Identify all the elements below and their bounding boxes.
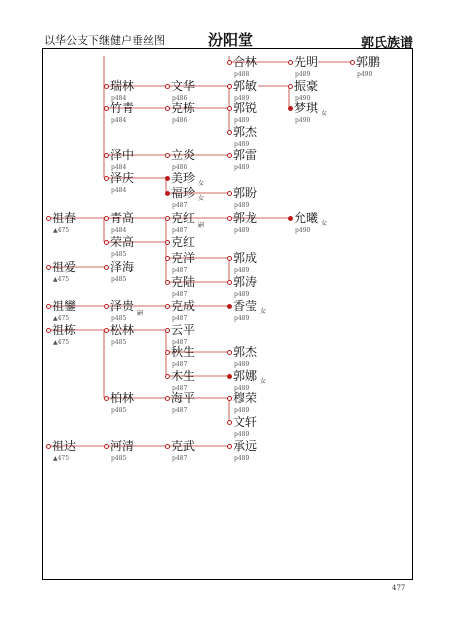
header-hall-name: 汾阳堂	[208, 31, 254, 49]
page-reference: p485	[111, 407, 127, 414]
person-name: 郭成	[233, 251, 258, 265]
node-marker	[104, 304, 109, 309]
person-name: 郭杰	[233, 345, 258, 359]
page-reference: p484	[111, 95, 127, 102]
person-name: 郭龙	[233, 211, 258, 225]
page-reference: p487	[172, 291, 188, 298]
page-reference: p489	[234, 117, 250, 124]
person-name: 柏林	[110, 391, 135, 405]
page-reference: p489	[234, 407, 250, 414]
node-marker	[104, 444, 109, 449]
person-name: 郭杰	[233, 125, 258, 139]
node-marker	[227, 130, 232, 135]
header-book-title: 郭氏族谱	[360, 36, 413, 51]
node-marker	[227, 191, 232, 196]
node-marker	[227, 396, 232, 401]
page-reference: p489	[295, 71, 311, 78]
person-name: 郭涛	[233, 275, 258, 289]
female-mark: 女	[321, 220, 328, 227]
person-name: 梦琪	[294, 101, 319, 115]
person-name: 穆荣	[233, 391, 258, 405]
page-reference: p489	[234, 164, 250, 171]
female-mark: 女	[198, 180, 205, 187]
person-name: 瑞林	[110, 79, 135, 93]
page-reference: p487	[172, 385, 188, 392]
node-marker	[165, 328, 170, 333]
page-reference: p490	[357, 71, 373, 78]
person-name: 松林	[110, 323, 135, 337]
page-reference: p485	[111, 339, 127, 346]
node-marker	[165, 374, 170, 379]
node-marker	[104, 176, 109, 181]
node-marker	[227, 420, 232, 425]
page-reference: p486	[172, 95, 188, 102]
node-marker	[165, 191, 170, 196]
person-name: 承远	[233, 439, 258, 453]
node-marker	[165, 280, 170, 285]
node-marker	[165, 176, 170, 181]
page-reference: p487	[172, 407, 188, 414]
node-marker	[165, 256, 170, 261]
person-name: 克陆	[171, 275, 196, 289]
node-marker	[288, 60, 293, 65]
person-name: 郭盼	[233, 186, 258, 200]
female-mark: 女	[198, 195, 205, 202]
page-reference: p489	[234, 431, 250, 438]
person-name: 郭敏	[233, 79, 258, 93]
page-reference: p484	[111, 187, 127, 194]
person-name: 文华	[171, 79, 196, 93]
node-marker	[46, 216, 51, 221]
node-marker	[165, 304, 170, 309]
page-reference: p485	[111, 251, 127, 258]
person-name: 文轩	[233, 415, 258, 429]
person-name: 青高	[110, 211, 135, 225]
node-marker	[288, 84, 293, 89]
header-left-title: 以华公支下继健户垂丝图	[44, 34, 165, 47]
node-marker	[104, 153, 109, 158]
node-marker	[104, 84, 109, 89]
person-name: 祖达	[52, 439, 77, 453]
person-name: 河清	[110, 439, 135, 453]
female-mark: 女	[260, 308, 267, 315]
person-name: 秋生	[171, 345, 196, 359]
page-reference: p487	[172, 315, 188, 322]
page-reference: p489	[234, 227, 250, 234]
person-name: 泽海	[110, 260, 135, 274]
page-reference: ▲475	[53, 315, 70, 322]
page-reference: ▲475	[53, 276, 70, 283]
node-marker	[46, 265, 51, 270]
page-reference: p489	[234, 291, 250, 298]
person-name: 郭娜	[233, 369, 258, 383]
page-reference: ▲475	[53, 227, 70, 234]
page-reference: p486	[172, 117, 188, 124]
node-marker	[104, 216, 109, 221]
page-reference: p485	[111, 455, 127, 462]
page-reference: ▲475	[53, 455, 70, 462]
person-name: 允曦	[294, 211, 319, 225]
page-reference: p487	[172, 455, 188, 462]
page-reference: p489	[234, 202, 250, 209]
page-reference: p489	[234, 95, 250, 102]
node-marker	[227, 216, 232, 221]
page-reference: p487	[172, 267, 188, 274]
page-reference: p489	[234, 141, 250, 148]
person-name: 祖春	[52, 211, 77, 225]
person-name: 郭雷	[233, 148, 258, 162]
person-name: 泽中	[110, 148, 135, 162]
person-name: 云平	[171, 323, 196, 337]
node-marker	[165, 444, 170, 449]
node-marker	[104, 265, 109, 270]
node-marker	[165, 350, 170, 355]
person-name: 郭锐	[233, 101, 258, 115]
person-name: 克武	[171, 439, 196, 453]
page-reference: p485	[111, 276, 127, 283]
page-reference: p485	[111, 315, 127, 322]
node-marker	[227, 444, 232, 449]
person-name: 福珍	[171, 186, 196, 200]
node-marker	[104, 396, 109, 401]
page-reference: p489	[234, 315, 250, 322]
page-reference: p487	[172, 227, 188, 234]
person-name: 先明	[294, 55, 319, 69]
page-reference: p489	[234, 361, 250, 368]
node-marker	[165, 396, 170, 401]
node-marker	[46, 328, 51, 333]
node-marker	[288, 106, 293, 111]
node-marker	[165, 106, 170, 111]
node-marker	[104, 106, 109, 111]
node-marker	[165, 153, 170, 158]
node-marker	[46, 304, 51, 309]
page-reference: p487	[172, 339, 188, 346]
person-name: 泽贵	[110, 299, 135, 313]
heir-mark: 嗣	[137, 310, 144, 317]
page-reference: p490	[295, 95, 311, 102]
node-marker	[227, 374, 232, 379]
page-reference: p484	[111, 117, 127, 124]
page-reference: p486	[172, 164, 188, 171]
page-reference: p488	[234, 71, 250, 78]
node-marker	[227, 153, 232, 158]
node-marker	[350, 60, 355, 65]
person-name: 克栋	[171, 101, 196, 115]
person-name: 香莹	[233, 299, 258, 313]
person-name: 克成	[171, 299, 196, 313]
node-marker	[288, 216, 293, 221]
person-name: 振豪	[294, 79, 319, 93]
page-reference: p489	[234, 267, 250, 274]
page-reference: p489	[234, 455, 250, 462]
person-name: 美珍	[171, 171, 196, 185]
page-reference: p487	[172, 202, 188, 209]
node-marker	[227, 280, 232, 285]
person-name: 立炎	[171, 148, 196, 162]
node-marker	[46, 444, 51, 449]
node-marker	[165, 216, 170, 221]
person-name: 竹青	[110, 101, 135, 115]
person-name: 祖栋	[52, 323, 77, 337]
page-number: 477	[392, 584, 406, 592]
person-name: 克红	[171, 235, 196, 249]
page-reference: p489	[234, 385, 250, 392]
node-marker	[227, 106, 232, 111]
node-marker	[165, 84, 170, 89]
person-name: 海平	[171, 391, 196, 405]
node-marker	[227, 84, 232, 89]
person-name: 克洋	[171, 251, 196, 265]
female-mark: 女	[260, 378, 267, 385]
page-reference: p490	[295, 117, 311, 124]
person-name: 泽庆	[110, 171, 135, 185]
female-mark: 女	[321, 110, 328, 117]
person-name: 荣高	[110, 235, 135, 249]
node-marker	[104, 328, 109, 333]
person-name: 郭鹏	[356, 55, 381, 69]
person-name: 祖鑾	[52, 299, 77, 313]
node-marker	[227, 256, 232, 261]
node-marker	[227, 60, 232, 65]
heir-mark: 嗣	[198, 222, 205, 229]
person-name: 克红	[171, 211, 196, 225]
node-marker	[104, 240, 109, 245]
person-name: 合林	[233, 55, 258, 69]
page-reference: p484	[111, 227, 127, 234]
page-reference: ▲475	[53, 339, 70, 346]
node-marker	[227, 304, 232, 309]
person-name: 祖爱	[52, 260, 77, 274]
node-marker	[165, 240, 170, 245]
node-marker	[227, 350, 232, 355]
page-reference: p484	[111, 164, 127, 171]
page-reference: p487	[172, 361, 188, 368]
person-name: 木生	[171, 369, 196, 383]
page-reference: p490	[295, 227, 311, 234]
